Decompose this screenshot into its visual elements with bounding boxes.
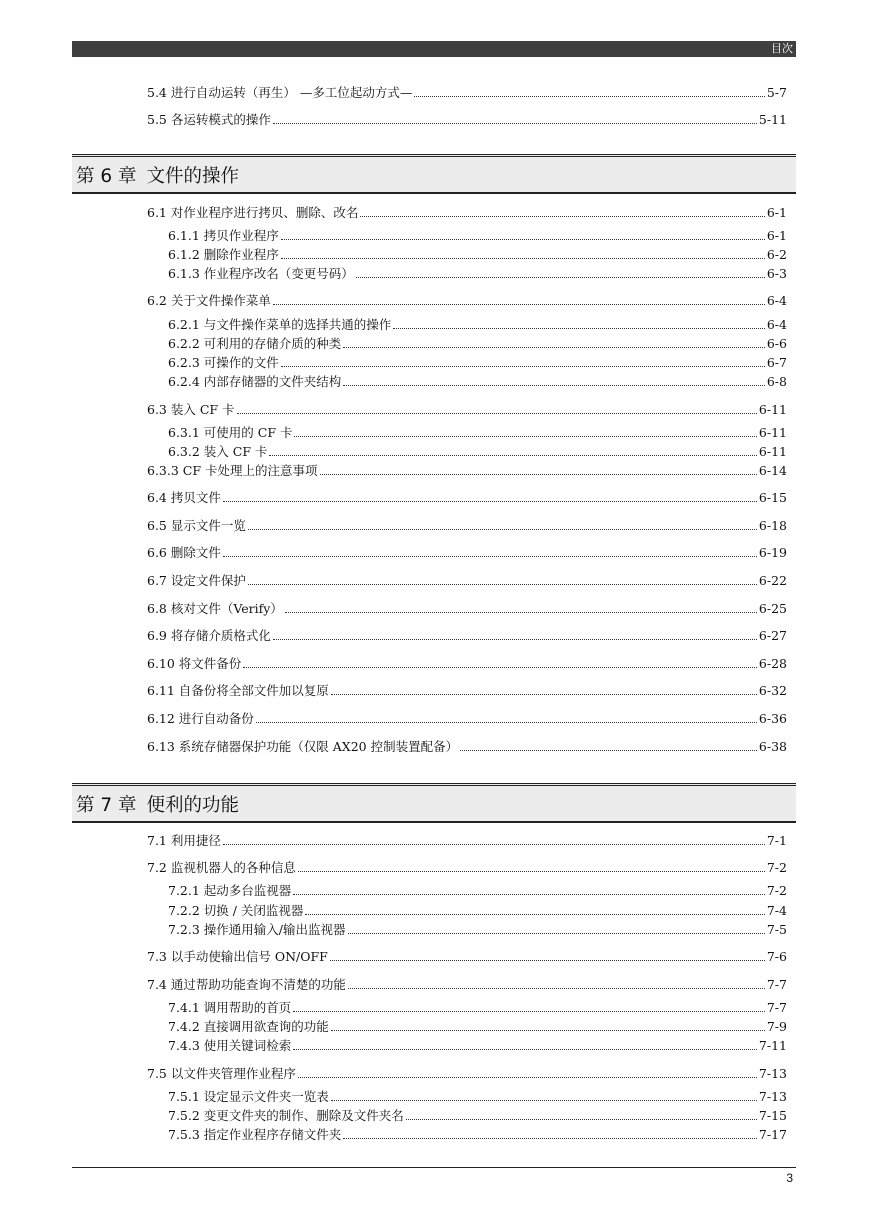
toc-entry-page: 7-2 xyxy=(766,882,787,898)
dot-leader xyxy=(331,1030,765,1031)
toc-entry-page: 6-6 xyxy=(766,335,787,351)
toc-entry-title: 7.5.1 设定显示文件夹一览表 xyxy=(168,1089,329,1104)
dot-leader xyxy=(281,366,765,367)
dot-leader xyxy=(273,304,765,305)
toc-entry xyxy=(147,682,787,698)
dot-leader xyxy=(281,239,765,240)
toc-entry xyxy=(147,655,787,671)
chapter-title: 文件的操作 xyxy=(146,165,240,187)
toc-entry-title: 6.2.4 内部存储器的文件夹结构 xyxy=(168,374,342,389)
toc-entry-title: 6.1.2 删除作业程序 xyxy=(168,247,279,262)
toc-entry-page: 7-6 xyxy=(766,948,787,964)
dot-leader xyxy=(237,413,757,414)
dot-leader xyxy=(243,667,757,668)
toc-entry xyxy=(168,999,787,1015)
toc-entry-title: 6.9 将存储介质格式化 xyxy=(147,628,271,643)
toc-entry-title: 6.2.3 可操作的文件 xyxy=(168,355,279,370)
toc-entry-title: 6.4 拷贝文件 xyxy=(147,490,221,505)
toc-entry-page: 6-7 xyxy=(766,354,787,370)
toc-entry-page: 6-1 xyxy=(766,227,787,243)
toc-entry-page: 6-25 xyxy=(758,600,787,616)
toc-entry xyxy=(168,227,787,243)
toc-entry-page: 6-18 xyxy=(758,517,787,533)
toc-entry-page: 7-7 xyxy=(766,976,787,992)
toc-entry-page: 7-5 xyxy=(766,921,787,937)
toc-entry-title: 5.4 进行自动运转（再生） —多工位起动方式— xyxy=(147,85,413,100)
chapter-7-heading xyxy=(72,783,796,823)
dot-leader xyxy=(256,722,757,723)
dot-leader xyxy=(248,584,757,585)
toc-entry xyxy=(147,600,787,616)
toc-entry-page: 7-2 xyxy=(766,859,787,875)
chapter-6-heading xyxy=(72,154,796,194)
toc-entry-title: 6.3.1 可使用的 CF 卡 xyxy=(168,425,293,440)
dot-leader xyxy=(343,385,765,386)
toc-entry xyxy=(168,424,787,440)
chapter-number: 第 6 章 xyxy=(76,165,137,187)
dot-leader xyxy=(273,639,757,640)
toc-entry-title: 6.2.2 可利用的存储介质的种类 xyxy=(168,336,342,351)
toc-entry-title: 7.1 利用捷径 xyxy=(147,833,221,848)
toc-entry xyxy=(147,401,787,417)
toc-entry-page: 5-11 xyxy=(758,111,787,127)
header-label: 目次 xyxy=(771,42,793,55)
dot-leader xyxy=(273,123,757,124)
toc-entry xyxy=(147,948,787,964)
toc-entry-page: 6-32 xyxy=(758,682,787,698)
toc-entry-title: 6.1.1 拷贝作业程序 xyxy=(168,228,279,243)
toc-entry-page: 6-4 xyxy=(766,292,787,308)
toc-entry-page: 6-2 xyxy=(766,246,787,262)
toc-entry-title: 7.3 以手动使输出信号 ON/OFF xyxy=(147,949,328,964)
toc-entry xyxy=(168,354,787,370)
toc-entry-title: 7.4.3 使用关键词检索 xyxy=(168,1038,292,1053)
toc-entry xyxy=(168,921,787,937)
toc-entry xyxy=(168,373,787,389)
toc-entry-page: 6-14 xyxy=(758,462,787,478)
toc-entry-title: 7.2 监视机器人的各种信息 xyxy=(147,860,296,875)
toc-entry xyxy=(168,1018,787,1034)
toc-entry xyxy=(147,859,787,875)
page-number: 3 xyxy=(786,1171,793,1185)
dot-leader xyxy=(460,750,757,751)
toc-entry-page: 7-4 xyxy=(766,902,787,918)
toc-entry xyxy=(168,1088,787,1104)
toc-entry-page: 7-13 xyxy=(758,1088,787,1104)
toc-entry-page: 6-27 xyxy=(758,627,787,643)
toc-entry-title: 7.5.3 指定作业程序存储文件夹 xyxy=(168,1127,342,1142)
toc-entry-page: 6-11 xyxy=(758,443,787,459)
dot-leader xyxy=(414,96,765,97)
toc-entry-title: 7.4.1 调用帮助的首页 xyxy=(168,1000,292,1015)
dot-leader xyxy=(223,501,757,502)
toc-entry xyxy=(147,832,787,848)
toc-entry-page: 7-15 xyxy=(758,1107,787,1123)
dot-leader xyxy=(293,1049,757,1050)
chapter-number: 第 7 章 xyxy=(76,794,137,816)
toc-entry-title: 6.12 进行自动备份 xyxy=(147,711,254,726)
dot-leader xyxy=(343,347,765,348)
toc-entry-page: 6-38 xyxy=(758,738,787,754)
dot-leader xyxy=(248,529,757,530)
toc-entry-title: 6.13 系统存储器保护功能（仅限 AX20 控制装置配备） xyxy=(147,739,459,754)
toc-entry-title: 6.7 设定文件保护 xyxy=(147,573,246,588)
toc-entry xyxy=(168,335,787,351)
dot-leader xyxy=(393,328,765,329)
toc-entry-title: 6.3.3 CF 卡处理上的注意事项 xyxy=(147,463,318,478)
toc-entry xyxy=(168,246,787,262)
toc-entry xyxy=(147,544,787,560)
dot-leader xyxy=(356,277,765,278)
toc-entry-page: 7-1 xyxy=(766,832,787,848)
toc-entry-title: 6.3.2 装入 CF 卡 xyxy=(168,444,268,459)
footer-rule xyxy=(72,1167,796,1168)
dot-leader xyxy=(320,474,757,475)
toc-entry-page: 6-4 xyxy=(766,316,787,332)
toc-entry xyxy=(147,738,787,754)
toc-entry xyxy=(147,1065,787,1081)
toc-entry xyxy=(147,976,787,992)
toc-entry-title: 6.1 对作业程序进行拷贝、删除、改名 xyxy=(147,205,359,220)
toc-entry-title: 7.5.2 变更文件夹的制作、删除及文件夹名 xyxy=(168,1108,404,1123)
toc-entry xyxy=(147,204,787,220)
dot-leader xyxy=(305,914,764,915)
toc-entry-title: 6.2.1 与文件操作菜单的选择共通的操作 xyxy=(168,317,392,332)
dot-leader xyxy=(293,1011,765,1012)
toc-entry-title: 6.10 将文件备份 xyxy=(147,656,242,671)
dot-leader xyxy=(331,694,757,695)
toc-entry-title: 7.2.2 切换 / 关闭监视器 xyxy=(168,903,304,918)
toc-entry-page: 6-11 xyxy=(758,424,787,440)
chapter-title: 便利的功能 xyxy=(146,794,240,816)
toc-entry-page: 6-28 xyxy=(758,655,787,671)
toc-entry-page: 6-15 xyxy=(758,489,787,505)
toc-entry-title: 7.5 以文件夹管理作业程序 xyxy=(147,1066,296,1081)
toc-entry-title: 6.1.3 作业程序改名（变更号码） xyxy=(168,266,354,281)
toc-entry-title: 7.4.2 直接调用欲查询的功能 xyxy=(168,1019,329,1034)
toc-entry-page: 7-7 xyxy=(766,999,787,1015)
toc-entry-title: 6.2 关于文件操作菜单 xyxy=(147,293,271,308)
dot-leader xyxy=(343,1138,757,1139)
toc-entry-page: 6-3 xyxy=(766,265,787,281)
dot-leader xyxy=(348,988,765,989)
toc-entry-title: 7.2.3 操作通用输入/输出监视器 xyxy=(168,922,346,937)
toc-entry-page: 7-13 xyxy=(758,1065,787,1081)
toc-entry-title: 6.8 核对文件（Verify） xyxy=(147,601,283,616)
dot-leader xyxy=(348,933,765,934)
dot-leader xyxy=(294,436,756,437)
dot-leader xyxy=(298,1077,757,1078)
toc-entry xyxy=(168,265,787,281)
dot-leader xyxy=(293,894,765,895)
toc-entry-page: 6-11 xyxy=(758,401,787,417)
toc-entry xyxy=(147,489,787,505)
dot-leader xyxy=(281,258,765,259)
toc-entry-page: 6-22 xyxy=(758,572,787,588)
toc-entry-title: 6.11 自备份将全部文件加以复原 xyxy=(147,683,329,698)
toc-entry xyxy=(168,1126,787,1142)
toc-entry xyxy=(168,443,787,459)
toc-entry xyxy=(168,1107,787,1123)
toc-entry xyxy=(147,627,787,643)
toc-entry xyxy=(168,316,787,332)
dot-leader xyxy=(298,871,765,872)
dot-leader xyxy=(285,612,757,613)
toc-entry-page: 7-9 xyxy=(766,1018,787,1034)
toc-entry-title: 6.5 显示文件一览 xyxy=(147,518,246,533)
toc-entry-title: 7.4 通过帮助功能查询不清楚的功能 xyxy=(147,977,346,992)
toc-entry xyxy=(168,902,787,918)
toc-entry-page: 6-8 xyxy=(766,373,787,389)
toc-entry-page: 7-17 xyxy=(758,1126,787,1142)
toc-entry-page: 6-19 xyxy=(758,544,787,560)
dot-leader xyxy=(360,216,765,217)
toc-entry-page: 7-11 xyxy=(758,1037,787,1053)
dot-leader xyxy=(223,556,757,557)
toc-entry xyxy=(147,462,787,478)
toc-entry xyxy=(147,572,787,588)
dot-leader xyxy=(269,455,756,456)
toc-entry xyxy=(147,111,787,127)
toc-entry-title: 6.3 装入 CF 卡 xyxy=(147,402,235,417)
toc-entry-title: 5.5 各运转模式的操作 xyxy=(147,112,271,127)
toc-entry xyxy=(168,1037,787,1053)
header-bar xyxy=(72,41,796,57)
toc-entry-title: 7.2.1 起动多台监视器 xyxy=(168,883,292,898)
toc-entry-page: 6-36 xyxy=(758,710,787,726)
dot-leader xyxy=(223,844,765,845)
toc-entry xyxy=(147,84,787,100)
toc-entry-page: 5-7 xyxy=(766,84,787,100)
toc-entry-title: 6.6 删除文件 xyxy=(147,545,221,560)
toc-entry xyxy=(168,882,787,898)
toc-entry-page: 6-1 xyxy=(766,204,787,220)
toc-entry xyxy=(147,710,787,726)
toc-entry xyxy=(147,292,787,308)
dot-leader xyxy=(406,1119,757,1120)
toc-entry xyxy=(147,517,787,533)
dot-leader xyxy=(331,1100,757,1101)
dot-leader xyxy=(330,960,765,961)
